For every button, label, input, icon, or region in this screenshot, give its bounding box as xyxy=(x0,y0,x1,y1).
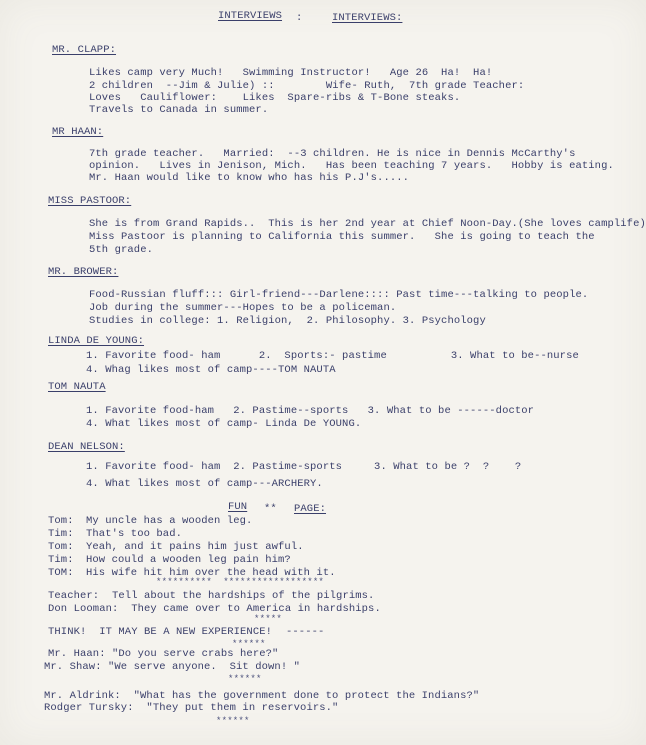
clapp-line-1: Likes camp very Much! Swimming Instructor! Age 26 Ha! Ha! xyxy=(89,67,493,79)
star-divider-1: ********** ****************** xyxy=(156,577,325,587)
haan-heading: MR HAAN: xyxy=(52,126,104,138)
think-dash: ------ xyxy=(286,626,325,638)
joke1-speaker-3: Tom: xyxy=(48,541,74,553)
joke1-text-1: My uncle has a wooden leg. xyxy=(86,515,253,527)
clapp-line-2: 2 children --Jim & Julie) :: Wife- Ruth, 7th grade Teacher: xyxy=(89,80,525,92)
haan-line-2: opinion. Lives in Jenison, Mich. Has been teaching 7 years. Hobby is eating. xyxy=(89,160,614,172)
title-left: INTERVIEWS xyxy=(218,10,283,22)
fun-heading-left: FUN xyxy=(228,501,248,513)
pastoor-heading: MISS PASTOOR: xyxy=(48,195,132,207)
clapp-line-4: Travels to Canada in summer. xyxy=(89,104,269,116)
brower-line-1: Food-Russian fluff::: Girl-friend---Darlene:::: Past time---talking to people. xyxy=(89,289,589,301)
joke1-text-5: His wife hit him over the head with it. xyxy=(86,567,336,579)
tom-heading: TOM NAUTA xyxy=(48,381,106,393)
joke2-line-1: Teacher: Tell about the hardships of the pilgrims. xyxy=(48,590,375,602)
linda-line-1: 1. Favorite food- ham 2. Sports:- pastime 3. What to be--nurse xyxy=(86,350,579,362)
linda-heading: LINDA DE YOUNG: xyxy=(48,335,145,347)
joke1-text-3: Yeah, and it pains him just awful. xyxy=(86,541,304,553)
joke1-speaker-5: TOM: xyxy=(48,567,74,579)
title-right: INTERVIEWS: xyxy=(332,12,403,24)
joke1-speaker-2: Tim: xyxy=(48,528,74,540)
star-divider-2: ***** xyxy=(254,614,283,624)
pastoor-line-1: She is from Grand Rapids.. This is her 2nd year at Chief Noon-Day.(She loves camplife) xyxy=(89,218,646,230)
fun-heading-right: PAGE: xyxy=(294,503,327,515)
brower-line-2: Job during the summer---Hopes to be a policeman. xyxy=(89,302,397,314)
pastoor-line-3: 5th grade. xyxy=(89,244,154,256)
fun-heading-sep: ** xyxy=(264,503,277,515)
joke3-line-1: Mr. Haan: "Do you serve crabs here?" xyxy=(48,648,279,660)
title-separator: : xyxy=(296,12,303,24)
tom-line-2: 4. What likes most of camp- Linda De YOUNG. xyxy=(86,418,362,430)
joke1-text-4: How could a wooden leg pain him? xyxy=(86,554,291,566)
think-line: THINK! IT MAY BE A NEW EXPERIENCE! xyxy=(48,626,273,638)
star-divider-5: ****** xyxy=(216,716,250,726)
dean-line-2: 4. What likes most of camp---ARCHERY. xyxy=(86,478,323,490)
pastoor-line-2: Miss Pastoor is planning to California this summer. She is going to teach the xyxy=(89,231,595,243)
dean-line-1: 1. Favorite food- ham 2. Pastime-sports 3. What to be ? ? ? xyxy=(86,461,522,473)
clapp-heading: MR. CLAPP: xyxy=(52,44,117,56)
clapp-line-3: Loves Cauliflower: Likes Spare-ribs & T-Bone steaks. xyxy=(89,92,461,104)
brower-heading: MR. BROWER: xyxy=(48,266,119,278)
joke2-line-2: Don Looman: They came over to America in hardships. xyxy=(48,603,381,615)
brower-line-3: Studies in college: 1. Religion, 2. Philosophy. 3. Psychology xyxy=(89,315,486,327)
linda-line-2: 4. Whag likes most of camp----TOM NAUTA xyxy=(86,364,336,376)
joke1-speaker-1: Tom: xyxy=(48,515,74,527)
joke4-line-1: Mr. Aldrink: "What has the government done to protect the Indians?" xyxy=(44,690,480,702)
star-divider-3: ****** xyxy=(232,639,266,649)
star-divider-4: ****** xyxy=(228,674,262,684)
haan-line-3: Mr. Haan would like to know who has his P.J's..... xyxy=(89,172,410,184)
dean-heading: DEAN NELSON: xyxy=(48,441,125,453)
joke1-speaker-4: Tim: xyxy=(48,554,74,566)
joke3-line-2: Mr. Shaw: "We serve anyone. Sit down! " xyxy=(44,661,301,673)
joke4-line-2: Rodger Tursky: "They put them in reservoirs." xyxy=(44,702,339,714)
joke1-text-2: That's too bad. xyxy=(86,528,183,540)
tom-line-1: 1. Favorite food-ham 2. Pastime--sports 3. What to be ------doctor xyxy=(86,405,535,417)
haan-line-1: 7th grade teacher. Married: --3 children. He is nice in Dennis McCarthy's xyxy=(89,148,576,160)
